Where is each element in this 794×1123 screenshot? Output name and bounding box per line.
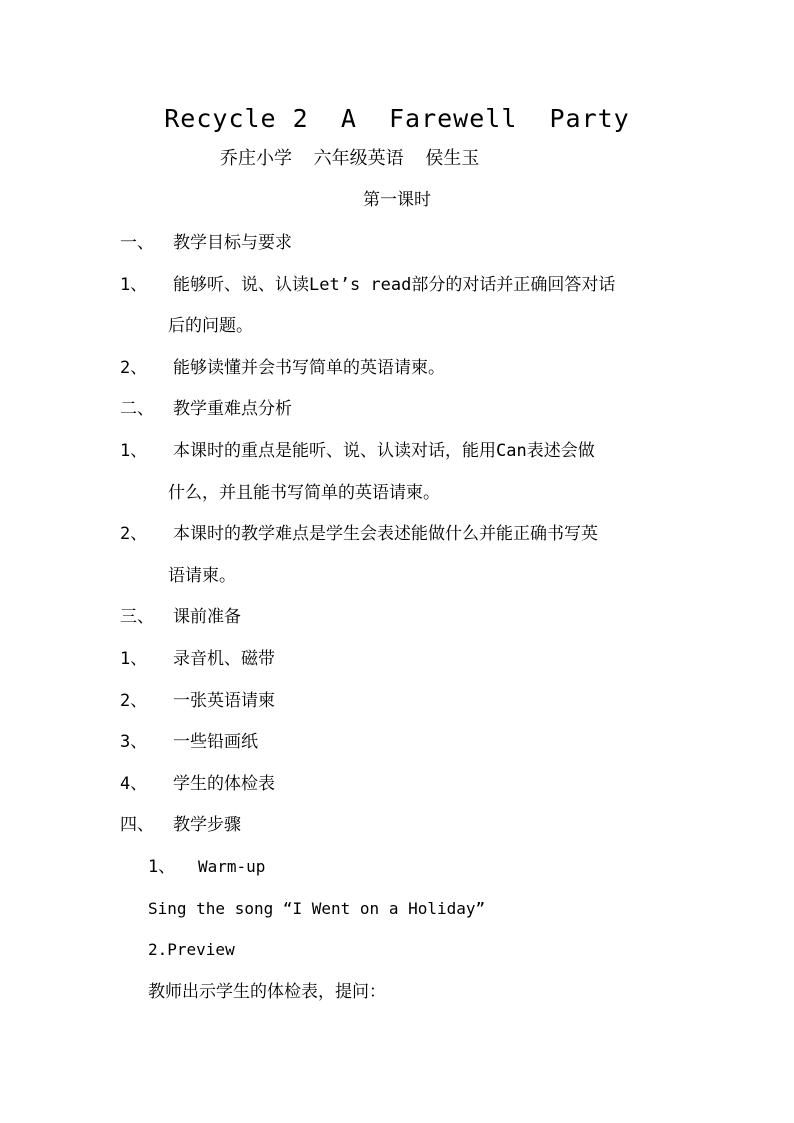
step-detail: Sing the song “I Went on a Holiday”	[148, 899, 486, 918]
section-marker: 一、	[120, 233, 154, 253]
lesson-label: 第一课时	[363, 190, 431, 210]
item-text-continued: 什么，并且能书写简单的英语请柬。	[168, 483, 440, 503]
item-number: 1、	[120, 275, 148, 295]
item-text: 一些铅画纸	[173, 732, 258, 752]
section-marker: 二、	[120, 399, 154, 419]
section-marker: 三、	[120, 607, 154, 627]
item-number: 1、	[120, 649, 148, 669]
item-number: 3、	[120, 732, 148, 752]
item-text: 本课时的重点是能听、说、认读对话，能用Can表述会做	[173, 441, 595, 461]
item-text: 能够听、说、认读Let’s read部分的对话并正确回答对话	[173, 275, 616, 295]
step-title: Warm-up	[198, 857, 266, 876]
step-title: 2.Preview	[148, 940, 235, 959]
item-number: 1、	[120, 441, 148, 461]
section-heading: 教学重难点分析	[173, 399, 292, 419]
item-text: 本课时的教学难点是学生会表述能做什么并能正确书写英	[173, 524, 598, 544]
item-text-continued: 后的问题。	[168, 316, 253, 336]
step-detail: 教师出示学生的体检表，提问：	[148, 982, 386, 1002]
section-marker: 四、	[120, 815, 154, 835]
item-number: 2、	[120, 691, 148, 711]
document-title: Recycle 2 A Farewell Party	[164, 104, 630, 133]
section-heading: 教学目标与要求	[173, 233, 292, 253]
item-text: 录音机、磁带	[173, 649, 275, 669]
step-number: 1、	[148, 857, 176, 877]
item-text: 学生的体检表	[173, 774, 275, 794]
document-subtitle: 乔庄小学 六年级英语 侯生玉	[220, 148, 480, 169]
item-number: 2、	[120, 358, 148, 378]
item-number: 4、	[120, 774, 148, 794]
section-heading: 课前准备	[173, 607, 241, 627]
item-text-continued: 语请柬。	[168, 566, 236, 586]
item-number: 2、	[120, 524, 148, 544]
item-text: 能够读懂并会书写简单的英语请柬。	[173, 358, 445, 378]
section-heading: 教学步骤	[173, 815, 241, 835]
item-text: 一张英语请柬	[173, 691, 275, 711]
